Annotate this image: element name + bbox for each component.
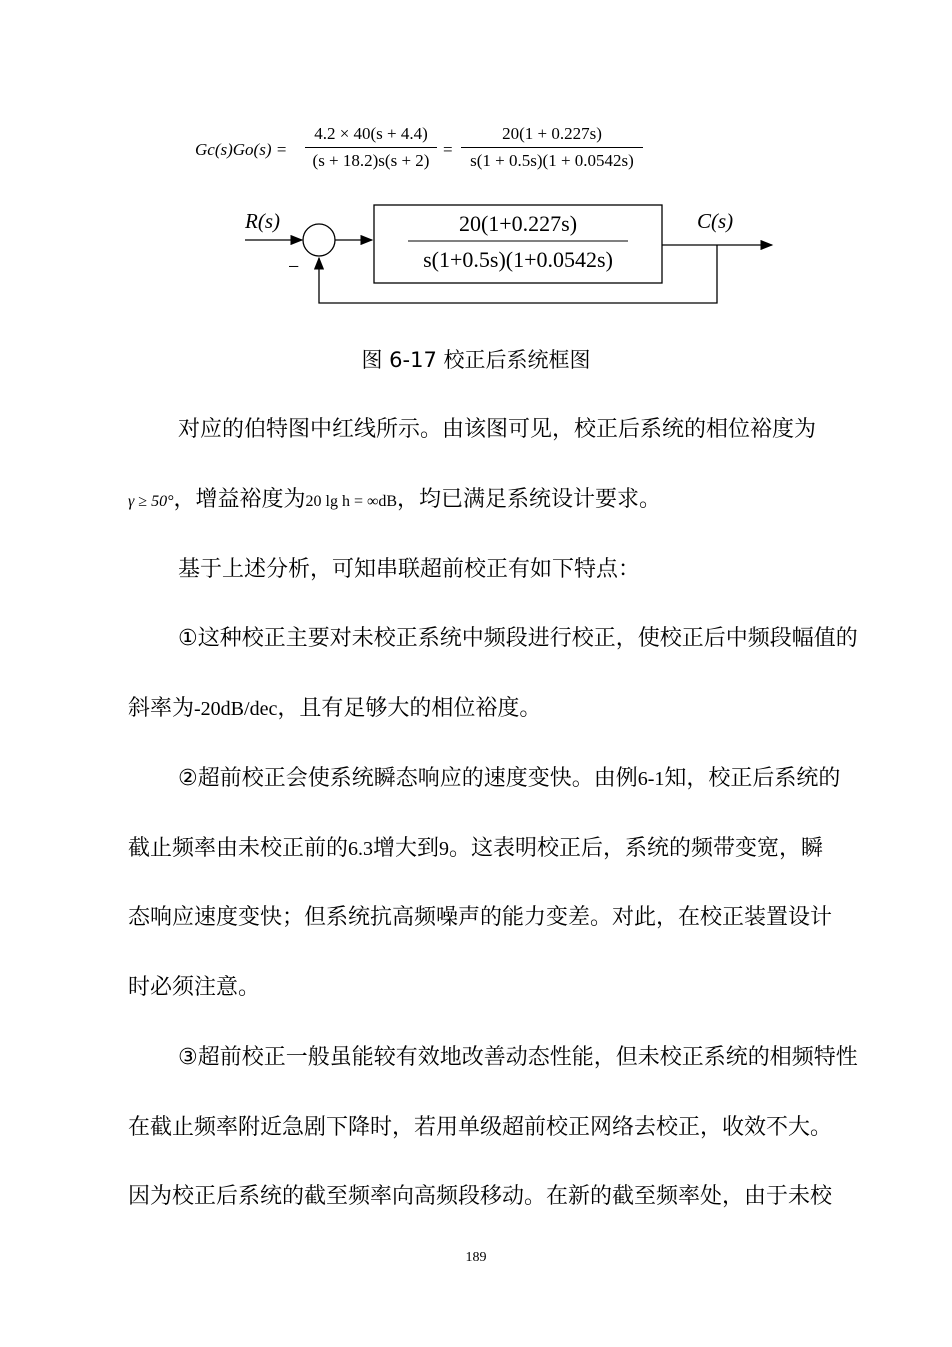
p4-l2-a: 截止频率由未校正前的 xyxy=(128,836,349,861)
paragraph-4-line-3: 态响应速度变快；但系统抗高频噪声的能力变差。对此，在校正装置设计 xyxy=(128,905,833,930)
fraction-1-numerator: 4.2 × 40(s + 4.4) xyxy=(305,124,437,148)
p3-text-a: 斜率为 xyxy=(128,696,195,721)
p4-l2-c: 增大到 xyxy=(373,836,440,861)
freq-before: 6.3 xyxy=(348,838,374,860)
block-diagram xyxy=(0,195,952,315)
fraction-1-denominator: (s + 18.2)s(s + 2) xyxy=(312,151,430,170)
paragraph-5-line-2: 在截止频率附近急剧下降时，若用单级超前校正网络去校正，收效不大。 xyxy=(128,1115,833,1140)
input-label: R(s) xyxy=(245,209,280,233)
equation-lhs: Gc(s)Go(s) = xyxy=(195,140,288,159)
figure-caption: 图 6-17 校正后系统框图 xyxy=(361,348,591,372)
paragraph-4-line-2 xyxy=(128,834,858,864)
p4-text-c: 知，校正后系统的 xyxy=(664,766,841,791)
equals-sign: = xyxy=(443,140,453,159)
paragraph-5-line-3: 因为校正后系统的截至频率向高频段移动。在新的截至频率处，由于未校 xyxy=(128,1184,833,1209)
gain-margin-expression: 20 lg h = ∞dB xyxy=(305,493,398,510)
fraction-1 xyxy=(305,124,437,171)
block-denominator: s(1+0.5s)(1+0.0542s) xyxy=(423,247,613,272)
paragraph-1-mid-text: ，增益裕度为 xyxy=(173,487,306,512)
fraction-2 xyxy=(461,124,643,171)
p4-l2-e: 。这表明校正后，系统的频带变宽，瞬 xyxy=(449,836,824,861)
example-number: 6-1 xyxy=(637,768,665,790)
paragraph-2: 基于上述分析，可知串联超前校正有如下特点： xyxy=(178,557,641,582)
minus-sign: − xyxy=(288,256,300,278)
block-numerator: 20(1+0.227s) xyxy=(458,211,578,236)
phase-margin-expression: γ ≥ 50° xyxy=(128,493,174,510)
fraction-2-numerator: 20(1 + 0.227s) xyxy=(461,124,643,148)
paragraph-1-line-1: 对应的伯特图中红线所示。由该图可见，校正后系统的相位裕度为 xyxy=(178,417,817,442)
slope-value: -20dB/dec xyxy=(194,698,278,720)
p4-text-a: ②超前校正会使系统瞬态响应的速度变快。由例 xyxy=(178,766,638,791)
output-label: C(s) xyxy=(697,209,734,233)
freq-after: 9 xyxy=(439,838,450,860)
fraction-2-denominator: s(1 + 0.5s)(1 + 0.0542s) xyxy=(470,151,634,170)
paragraph-1-line-2 xyxy=(128,485,858,517)
page-number: 189 xyxy=(465,1250,487,1265)
summing-junction xyxy=(303,224,335,256)
paragraph-4-line-1 xyxy=(178,764,858,794)
paragraph-3-line-2 xyxy=(128,694,858,724)
paragraph-4-line-4: 时必须注意。 xyxy=(128,975,261,1000)
p3-text-c: ，且有足够大的相位裕度。 xyxy=(277,696,542,721)
paragraph-1-end-text: ，均已满足系统设计要求。 xyxy=(397,487,662,512)
paragraph-3-line-1: ①这种校正主要对未校正系统中频段进行校正，使校正后中频段幅值的 xyxy=(178,626,858,651)
paragraph-5-line-1: ③超前校正一般虽能较有效地改善动态性能，但未校正系统的相频特性 xyxy=(178,1045,858,1070)
